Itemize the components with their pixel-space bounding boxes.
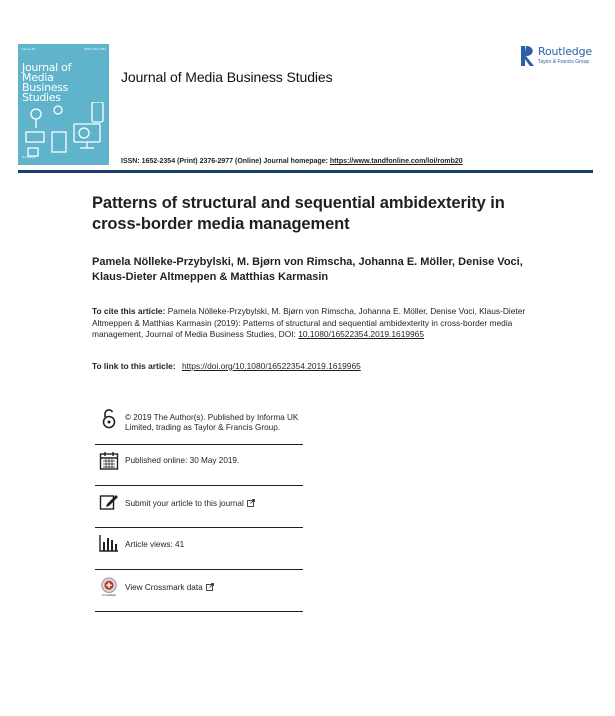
journal-homepage-link[interactable]: https://www.tandfonline.com/loi/romb20	[329, 158, 463, 165]
citation-doi-link[interactable]: 10.1080/16522354.2019.1619965	[298, 329, 424, 339]
crossmark-icon-label: CrossMark	[102, 593, 116, 597]
calendar-icon	[99, 451, 119, 471]
edit-icon	[99, 492, 119, 512]
issn-text: ISSN: 1652-2354 (Print) 2376-2977 (Online) Journal homepage:	[121, 158, 330, 165]
cover-title: Journal of Media Business Studies	[22, 61, 72, 104]
external-link-icon	[206, 583, 214, 591]
publisher-subtitle: Taylor & Francis Group	[538, 59, 590, 65]
submit-article-text[interactable]: Submit your article to this journal	[125, 499, 244, 508]
journal-cover-image	[18, 44, 109, 165]
article-link-label: To link to this article:	[92, 361, 178, 371]
publisher-name: Routledge	[538, 45, 592, 58]
header-divider	[18, 170, 593, 173]
citation-label: To cite this article:	[92, 306, 168, 316]
cover-media-icons	[22, 102, 106, 160]
published-date-text: Published online: 30 May 2019.	[125, 456, 240, 465]
routledge-mark-icon	[520, 45, 536, 67]
submit-row[interactable]	[95, 485, 303, 528]
issn-line	[121, 158, 463, 165]
crossmark-row[interactable]	[95, 569, 303, 612]
crossmark-link[interactable]	[125, 583, 305, 593]
cover-issn-text: ISSN 1652-2354	[83, 47, 106, 51]
cover-publisher: Routledge	[22, 155, 36, 159]
license-text: © 2019 The Author(s). Published by Informa UK Limited, trading as Taylor & Francis Group.	[125, 413, 299, 432]
citation-text: Pamela Nölleke-Przybylski, M. Bjørn von Rimscha, Johanna E. Möller, Denise Voci, Klaus-Dieter Altmeppen & Matthias Karmasin (2019): Patterns of structural and sequential ambidexterity in cross-border media management, Journal of Media Business Studies, DOI:	[92, 306, 526, 339]
cover-volume-text: Volume 00	[21, 47, 36, 51]
external-link-icon	[247, 499, 255, 507]
article-title: Patterns of structural and sequential ambidexterity in cross-border media management	[92, 194, 505, 233]
open-access-icon	[99, 409, 119, 429]
views-row	[95, 527, 303, 570]
crossmark-text[interactable]: View Crossmark data	[125, 583, 203, 592]
bar-chart-icon	[99, 533, 119, 553]
submit-article-link[interactable]	[125, 499, 305, 509]
routledge-logo	[520, 45, 600, 69]
license-row	[95, 409, 303, 445]
article-doi-url[interactable]: https://doi.org/10.1080/16522354.2019.1619965	[181, 361, 361, 371]
article-authors: Pamela Nölleke-Przybylski, M. Bjørn von Rimscha, Johanna E. Möller, Denise Voci, Klaus-Dieter Altmeppen & Matthias Karmasin	[92, 256, 523, 283]
journal-title[interactable]: Journal of Media Business Studies	[121, 69, 333, 85]
article-views-text: Article views: 41	[125, 540, 185, 549]
crossmark-icon	[99, 577, 119, 597]
citation-block	[92, 306, 532, 341]
published-row	[95, 444, 303, 486]
article-link-line	[92, 361, 532, 371]
